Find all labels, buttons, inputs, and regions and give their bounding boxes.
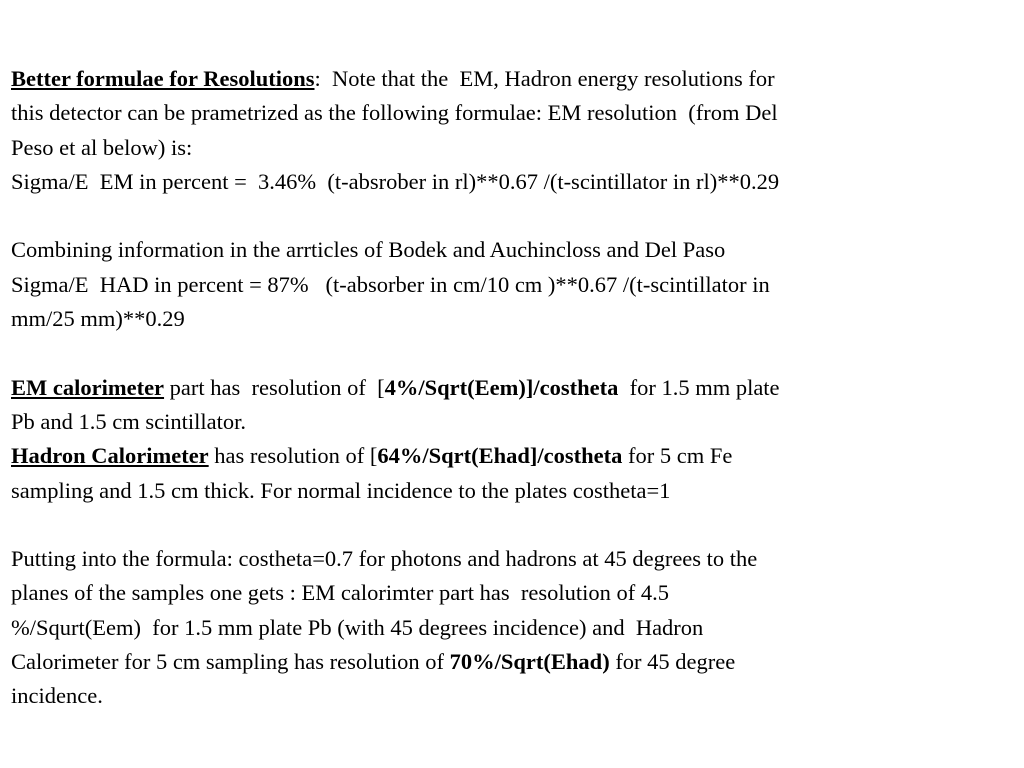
hadron-calorimeter-text: has resolution of [ xyxy=(208,443,378,469)
em-calorimeter-line-2: Pb and 1.5 cm scintillator. xyxy=(11,408,246,434)
p1-line-2: this detector can be prametrized as the following formulae: EM resolution (from Del xyxy=(11,100,778,126)
hadron-calorimeter-heading: Hadron Calorimeter xyxy=(11,443,209,469)
p2-line-3: mm/25 mm)**0.29 xyxy=(11,306,185,332)
slide-body xyxy=(11,62,1011,714)
hadron-calorimeter-tail: for 5 cm Fe xyxy=(622,443,733,469)
hadron-resolution-formula: 64%/Sqrt(Ehad]/costheta xyxy=(377,443,623,469)
hadron-calorimeter-line-2: sampling and 1.5 cm thick. For normal incidence to the plates costheta=1 xyxy=(11,477,671,503)
p1-line-3: Peso et al below) is: xyxy=(11,134,193,160)
p4-line-2: planes of the samples one gets : EM calorimter part has resolution of 4.5 xyxy=(11,580,669,606)
p2-line-1: Combining information in the arrticles of Bodek and Auchincloss and Del Paso xyxy=(11,237,726,263)
p1-line-1-text: : Note that the EM, Hadron energy resolutions for xyxy=(314,66,775,91)
em-sigma-formula: Sigma/E EM in percent = 3.46% (t-absrober in rl)**0.67 /(t-scintillator in rl)**0.29 xyxy=(11,168,780,194)
resolutions-heading: Better formulae for Resolutions xyxy=(11,66,315,91)
had-sigma-formula: Sigma/E HAD in percent = 87% (t-absorber in cm/10 cm )**0.67 /(t-scintillator in xyxy=(11,271,770,297)
spacer xyxy=(11,508,1011,542)
em-resolution-formula: 4%/Sqrt(Eem)]/costheta xyxy=(384,374,619,400)
p4-line-5: incidence. xyxy=(11,683,103,709)
em-calorimeter-tail: for 1.5 mm plate xyxy=(618,374,780,400)
em-calorimeter-text: part has resolution of [ xyxy=(164,374,385,400)
p4-line-4-text: Calorimeter for 5 cm sampling has resolution of xyxy=(11,649,450,675)
em-calorimeter-line xyxy=(11,371,1011,405)
hadron-45deg-resolution: 70%/Sqrt(Ehad) xyxy=(449,649,610,675)
p4-line-4-tail: for 45 degree xyxy=(609,649,736,675)
spacer xyxy=(11,199,1011,233)
p4-line-4 xyxy=(11,645,1011,679)
p4-line-1: Putting into the formula: costheta=0.7 for photons and hadrons at 45 degrees to the xyxy=(11,546,758,572)
em-calorimeter-heading: EM calorimeter xyxy=(11,374,165,400)
p4-line-3: %/Squrt(Eem) for 1.5 mm plate Pb (with 45 degrees incidence) and Hadron xyxy=(11,614,704,640)
p1-line-1 xyxy=(11,62,1011,96)
hadron-calorimeter-line xyxy=(11,439,1011,473)
spacer xyxy=(11,336,1011,370)
